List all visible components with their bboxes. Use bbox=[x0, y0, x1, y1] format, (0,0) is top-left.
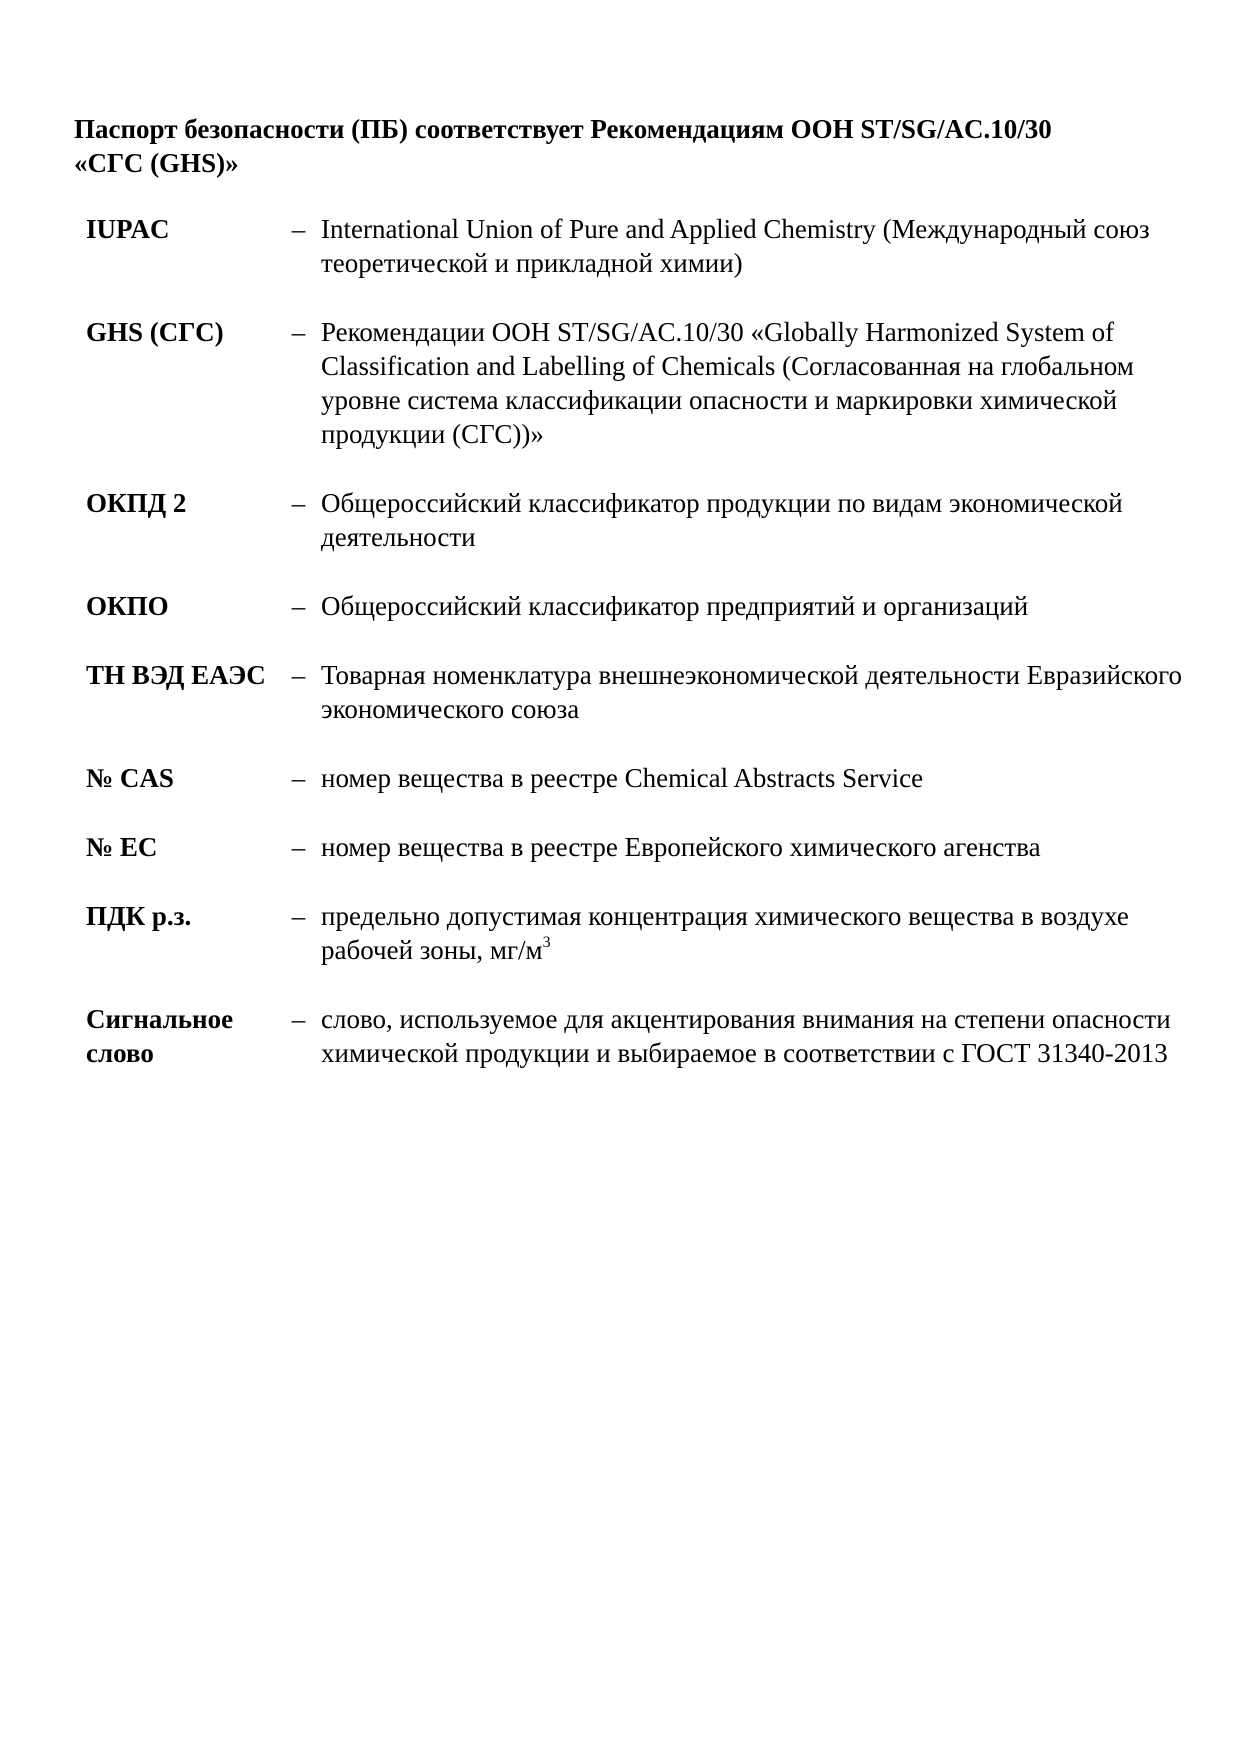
dash-separator: – bbox=[291, 317, 306, 347]
abbreviation-definition: Товарная номенклатура внешнеэкономической деятельности Евразийского экономического союза bbox=[321, 660, 1183, 724]
abbreviation-term: GHS (СГС) bbox=[86, 317, 224, 347]
abbreviation-row-ghs bbox=[86, 315, 1196, 451]
dash-separator: – bbox=[291, 832, 306, 862]
abbreviation-row-pdk bbox=[86, 899, 1196, 967]
abbreviation-definition: Рекомендации ООН ST/SG/AC.10/30 «Globally Harmonized System of Classification and Labelling of Chemicals (Согласованная на глобальном уровне система классификации опасности и маркировки химической продукции (СГС))» bbox=[321, 317, 1134, 449]
abbreviation-term: IUPAC bbox=[86, 214, 170, 244]
abbreviation-list bbox=[86, 212, 1196, 1105]
abbreviation-definition: номер вещества в реестре Европейского химического агенства bbox=[321, 832, 1041, 862]
abbreviation-definition: слово, используемое для акцентирования внимания на степени опасности химической продукции и выбираемое в соответствии с ГОСТ 31340-2013 bbox=[321, 1004, 1171, 1068]
dash-separator: – bbox=[291, 488, 306, 518]
abbreviation-term: ТН ВЭД ЕАЭС bbox=[86, 660, 266, 690]
dash-separator: – bbox=[291, 763, 306, 793]
abbreviation-definition: Общероссийский классификатор продукции по видам экономической деятельности bbox=[321, 488, 1123, 552]
abbreviation-term: ОКПД 2 bbox=[86, 488, 187, 518]
abbreviation-definition: International Union of Pure and Applied Chemistry (Международный союз теоретической и прикладной химии) bbox=[321, 214, 1150, 278]
abbreviation-row-tnved bbox=[86, 658, 1196, 726]
abbreviation-row-okpd2 bbox=[86, 486, 1196, 554]
abbreviation-term: № ЕС bbox=[86, 832, 158, 862]
page-title-line-1: Паспорт безопасности (ПБ) соответствует Рекомендациям ООН ST/SG/AC.10/30 bbox=[74, 114, 1052, 144]
abbreviation-row-signal-word bbox=[86, 1002, 1196, 1070]
abbreviation-term: ОКПО bbox=[86, 591, 169, 621]
page-title bbox=[74, 112, 1174, 180]
page-title-line-2: «СГС (GHS)» bbox=[74, 148, 239, 178]
abbreviation-row-ec bbox=[86, 830, 1196, 864]
abbreviation-definition bbox=[321, 899, 1196, 967]
abbreviation-row-cas bbox=[86, 761, 1196, 795]
abbreviation-definition: номер вещества в реестре Chemical Abstracts Service bbox=[321, 763, 924, 793]
abbreviation-row-okpo bbox=[86, 589, 1196, 623]
abbreviation-row-iupac bbox=[86, 212, 1196, 280]
unit-superscript: 3 bbox=[542, 934, 551, 951]
dash-separator: – bbox=[291, 591, 306, 621]
dash-separator: – bbox=[291, 901, 306, 931]
dash-separator: – bbox=[291, 1004, 306, 1034]
dash-separator: – bbox=[291, 660, 306, 690]
definition-text: предельно допустимая концентрация химического вещества в воздухе рабочей зоны, мг/м bbox=[321, 901, 1129, 965]
dash-separator: – bbox=[291, 214, 306, 244]
abbreviation-definition: Общероссийский классификатор предприятий и организаций bbox=[321, 591, 1029, 621]
abbreviation-term: ПДК р.з. bbox=[86, 901, 192, 931]
abbreviation-term: № CAS bbox=[86, 763, 174, 793]
abbreviation-term: Сигнальное слово bbox=[86, 1004, 234, 1068]
